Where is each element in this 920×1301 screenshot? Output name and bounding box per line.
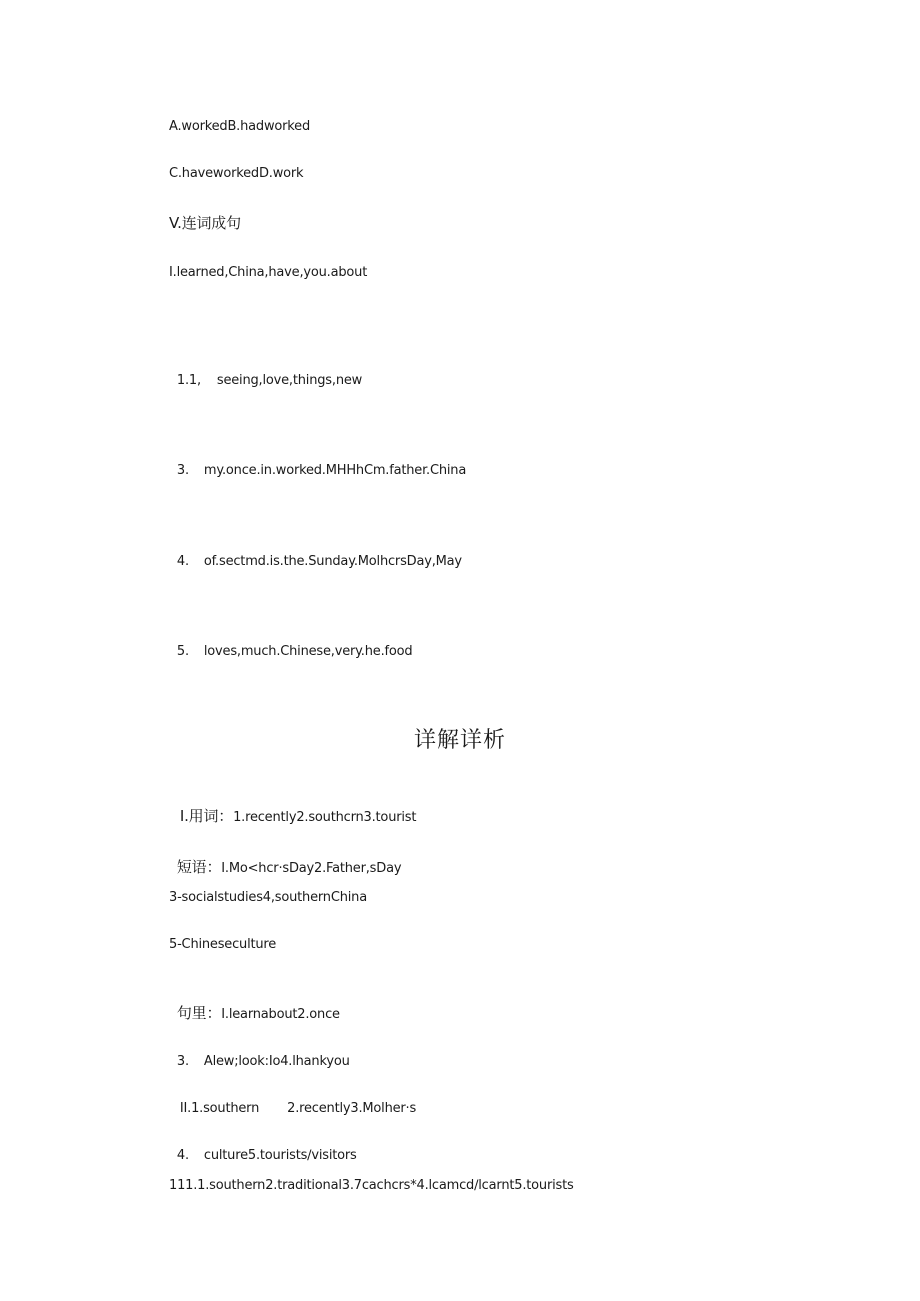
answer-line <box>169 1129 357 1165</box>
question-words: loves,much.Chinese,very.he.food <box>203 644 413 659</box>
answer-line: 5-Chineseculture <box>169 937 277 952</box>
answer-number: 3. <box>176 1054 189 1069</box>
question-number: 3. <box>176 463 189 478</box>
answer-text: 1.recently2.southcrn3.tourist <box>233 810 417 825</box>
answer-line: 3-socialstudies4,southernChina <box>169 890 367 905</box>
question-item: I.learned,China,have,you.about <box>169 265 368 280</box>
answer-text: Alew;look:Io4.lhankyou <box>203 1054 350 1069</box>
answer-line <box>169 840 401 878</box>
answer-text: culture5.tourists∕visitors <box>203 1148 357 1163</box>
answer-label: 短语： <box>176 858 222 876</box>
answer-text: I.learnabout2.once <box>221 1007 340 1022</box>
answer-line: 111.1.southern2.traditional3.7cachcrs*4.lcamcd∕lcarnt5.tourists <box>169 1178 574 1193</box>
question-number: 5. <box>176 644 189 659</box>
answer-line <box>169 1035 350 1071</box>
answer-line <box>169 986 340 1024</box>
answers-heading: 详解详析 <box>413 728 506 753</box>
question-item <box>169 535 462 571</box>
question-words: my.once.in.worked.MHHhCm.father.China <box>203 463 467 478</box>
answer-label: I.用词： <box>179 807 234 825</box>
question-item <box>169 625 412 661</box>
question-words: of.sectmd.is.the.Sunday.MolhcrsDay,May <box>203 554 462 569</box>
option-line-cd: C.haveworkedD.work <box>169 166 304 181</box>
answer-text: I.Mo<hcr·sDay2.Father,sDay <box>221 861 402 876</box>
section-5-title: V.连词成句 <box>169 214 241 232</box>
answer-text: II.1.southern <box>179 1101 260 1116</box>
question-number: 4. <box>176 554 189 569</box>
answer-number: 4. <box>176 1148 189 1163</box>
question-item <box>169 444 466 480</box>
answer-text-continued: 2.recently3.Molher·s <box>287 1101 417 1116</box>
question-number: 1.1, <box>176 373 201 388</box>
question-words: seeing,love,things,new <box>216 373 363 388</box>
answer-line <box>172 1082 416 1118</box>
answer-label: 句里： <box>176 1004 222 1022</box>
answer-line <box>172 789 416 827</box>
question-item <box>169 354 362 390</box>
option-line-ab: A.workedB.hadworked <box>169 119 310 134</box>
